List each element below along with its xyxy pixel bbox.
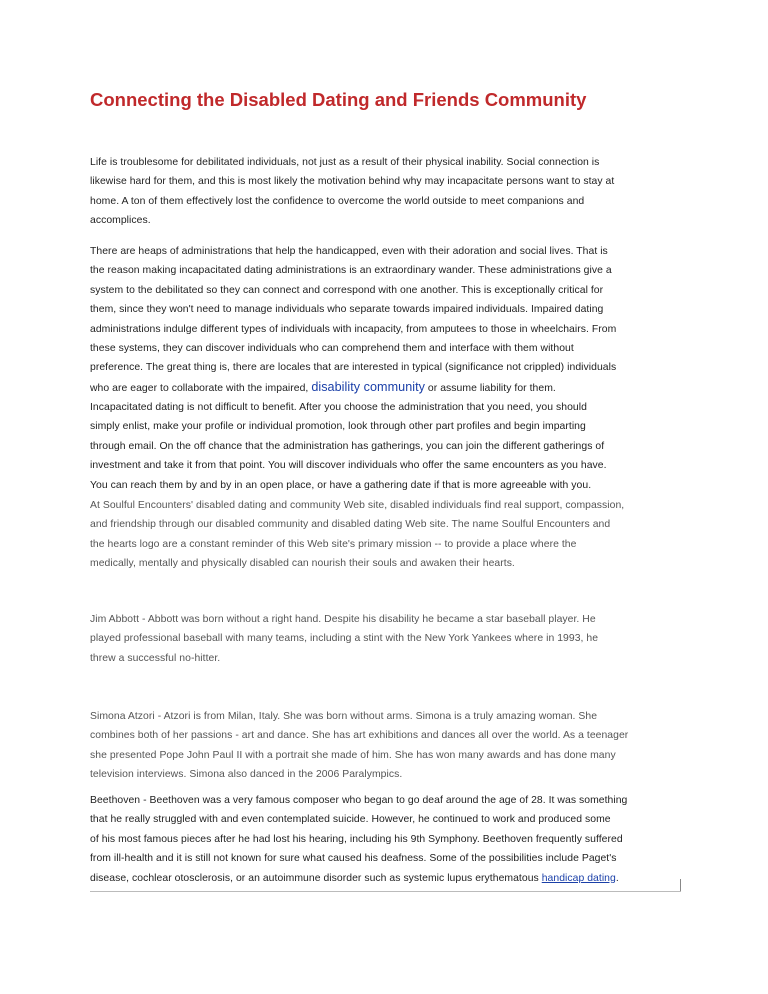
text-line: medically, mentally and physically disabled can nourish their souls and awaken their hearts. — [90, 558, 515, 570]
text-line: You can reach them by and by in an open place, or have a gathering date if that is more agreeable with you. — [90, 479, 592, 491]
disability-community-link[interactable]: disability community — [311, 379, 425, 394]
text-line: and friendship through our disabled community and disabled dating Web site. The name Soulful Encounters and — [90, 519, 611, 531]
paragraph-administrations — [90, 242, 690, 398]
text-fragment: . — [615, 872, 619, 884]
paragraph-intro — [90, 153, 690, 231]
paragraph-beethoven — [90, 791, 690, 888]
text-line: simply enlist, make your profile or individual promotion, look through other part profiles and begin imparting — [90, 421, 586, 433]
text-line: the hearts logo are a constant reminder of this Web site's primary mission -- to provide a place where the — [90, 538, 577, 550]
handicap-dating-link[interactable]: handicap dating — [541, 872, 616, 884]
text-line — [90, 378, 690, 398]
text-line: investment and take it from that point. You will discover individuals who offer the same encounters as you have. — [90, 460, 607, 472]
text-line: administrations indulge different types of individuals with incapacity, from amputees to those in wheelchairs. From — [90, 323, 617, 335]
text-line: threw a successful no-hitter. — [90, 652, 221, 664]
text-line: from ill-health and it is still not known for sure what caused his deafness. Some of the possibilities include Paget's — [90, 853, 617, 865]
text-line: At Soulful Encounters' disabled dating and community Web site, disabled individuals find real support, compassion, — [90, 500, 625, 511]
text-line: that he really struggled with and even contemplated suicide. However, he continued to work and produced some — [90, 814, 611, 826]
text-line: preference. The great thing is, there are locales that are interested in typical (significance not crippled) individuals — [90, 362, 617, 374]
paragraph-jim-abbott — [90, 610, 690, 668]
text-line: Life is troublesome for debilitated individuals, not just as a result of their physical inability. Social connection is — [90, 157, 600, 168]
text-line: home. A ton of them effectively lost the confidence to overcome the world outside to meet companions and — [90, 195, 585, 207]
paragraph-dating-benefit — [90, 398, 690, 495]
text-line: them, since they won't need to manage individuals who separate towards impaired individuals. Impaired dating — [90, 304, 604, 316]
paragraph-simona-atzori — [90, 707, 690, 785]
text-line: accomplices. — [90, 215, 151, 227]
text-line: the reason making incapacitated dating administrations is an extraordinary wander. These administrations give a — [90, 265, 612, 277]
text-line — [90, 869, 690, 888]
text-line: likewise hard for them, and this is most likely the motivation behind why may incapacitate persons want to stay at — [90, 176, 615, 188]
text-line: Simona Atzori - Atzori is from Milan, Italy. She was born without arms. Simona is a truly amazing woman. She — [90, 711, 598, 722]
text-fragment: who are eager to collaborate with the impaired, — [90, 382, 312, 394]
text-line: television interviews. Simona also danced in the 2006 Paralympics. — [90, 769, 403, 781]
text-line: Jim Abbott - Abbott was born without a right hand. Despite his disability he became a star baseball player. He — [90, 614, 596, 625]
text-line: Beethoven - Beethoven was a very famous composer who began to go deaf around the age of 28. It was something — [90, 795, 628, 806]
text-line: combines both of her passions - art and dance. She has art exhibitions and dances all over the world. As a teenager — [90, 730, 629, 742]
text-line: through email. On the off chance that the administration has gatherings, you can join the different gatherings of — [90, 440, 605, 452]
footer-divider-tick — [680, 879, 681, 891]
text-line: system to the debilitated so they can connect and correspond with one another. This is exceptionally critical for — [90, 284, 604, 296]
text-line: Incapacitated dating is not difficult to benefit. After you choose the administration that you need, you should — [90, 402, 587, 413]
text-line: these systems, they can discover individuals who can comprehend them and interface with them without — [90, 343, 574, 355]
page-title: Connecting the Disabled Dating and Friends Community — [90, 89, 587, 110]
text-line: There are heaps of administrations that help the handicapped, even with their adoration and social lives. That is — [90, 246, 608, 257]
footer-divider — [90, 891, 681, 892]
text-line: of his most famous pieces after he had lost his hearing, including his 9th Symphony. Beethoven frequently suffered — [90, 833, 623, 845]
text-fragment: or assume liability for them. — [425, 382, 556, 394]
text-line: she presented Pope John Paul II with a portrait she made of him. She has won many awards and has done many — [90, 749, 616, 761]
paragraph-soulful-encounters — [90, 496, 690, 574]
text-fragment: disease, cochlear otosclerosis, or an autoimmune disorder such as systemic lupus erythematous — [90, 872, 542, 884]
text-line: played professional baseball with many teams, including a stint with the New York Yankees where in 1993, he — [90, 633, 599, 645]
